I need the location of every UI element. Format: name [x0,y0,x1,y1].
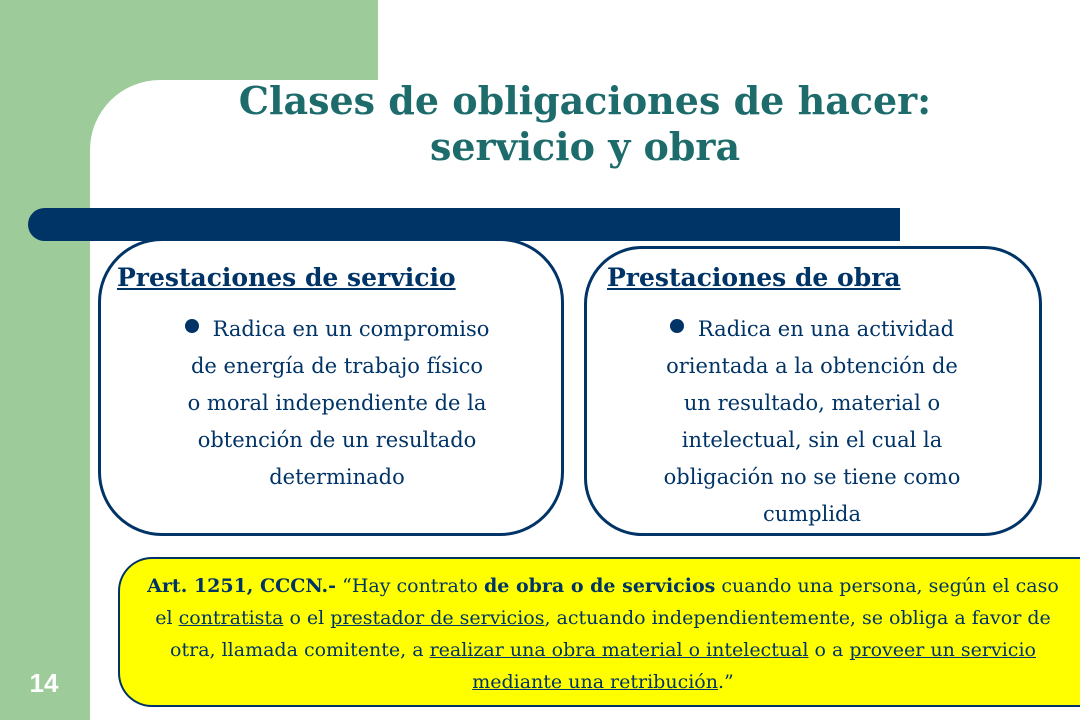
card-line: o moral independiente de la [187,391,487,415]
card-line: intelectual, sin el cual la [681,428,943,452]
card-line: un resultado, material o [683,391,941,415]
underlined-term: contratista [178,607,284,629]
article-reference: Art. 1251, CCCN.- [147,575,337,597]
card-prestaciones-servicio [98,238,564,536]
title-divider-bar [28,208,900,241]
card-heading: Prestaciones de servicio [117,263,456,292]
article-note-text: Art. 1251, CCCN.- “Hay contrato de obra o de servicios cuando una persona, según el caso el contratista o el prestador de servicios, actuando independientemente, se obliga a favor de otra, llamada comitente, a realizar una obra material o intelectual o a proveer un servicio mediante una retribución.” [147,575,1059,693]
card-line: orientada a la obtención de [666,354,958,378]
bullet-icon [185,319,199,333]
slide-number: 14 [29,668,59,698]
underlined-term: proveer un servicio mediante una retribución [472,639,1036,693]
card-line: cumplida [762,502,862,526]
slide-title-line1: Clases de obligaciones de hacer: [238,78,932,123]
bullet-icon [670,319,684,333]
card-line: obligación no se tiene como [663,465,961,489]
card-line: Radica en una actividad [597,311,1027,348]
card-line: obtención de un resultado [197,428,477,452]
card-line: determinado [269,465,405,489]
emphasis-text: de obra o de servicios [483,575,716,597]
underlined-term: realizar una obra material o intelectual [429,639,809,661]
article-note-box [118,557,1080,707]
card-body [127,311,547,496]
card-heading: Prestaciones de obra [607,263,901,292]
slide-title-line2: servicio y obra [429,124,741,169]
card-line: Radica en un compromiso [127,311,547,348]
card-prestaciones-obra [584,246,1042,536]
slide-title [150,78,1020,170]
underlined-term: prestador de servicios [330,607,545,629]
card-line: de energía de trabajo físico [190,354,484,378]
card-body [597,311,1027,533]
